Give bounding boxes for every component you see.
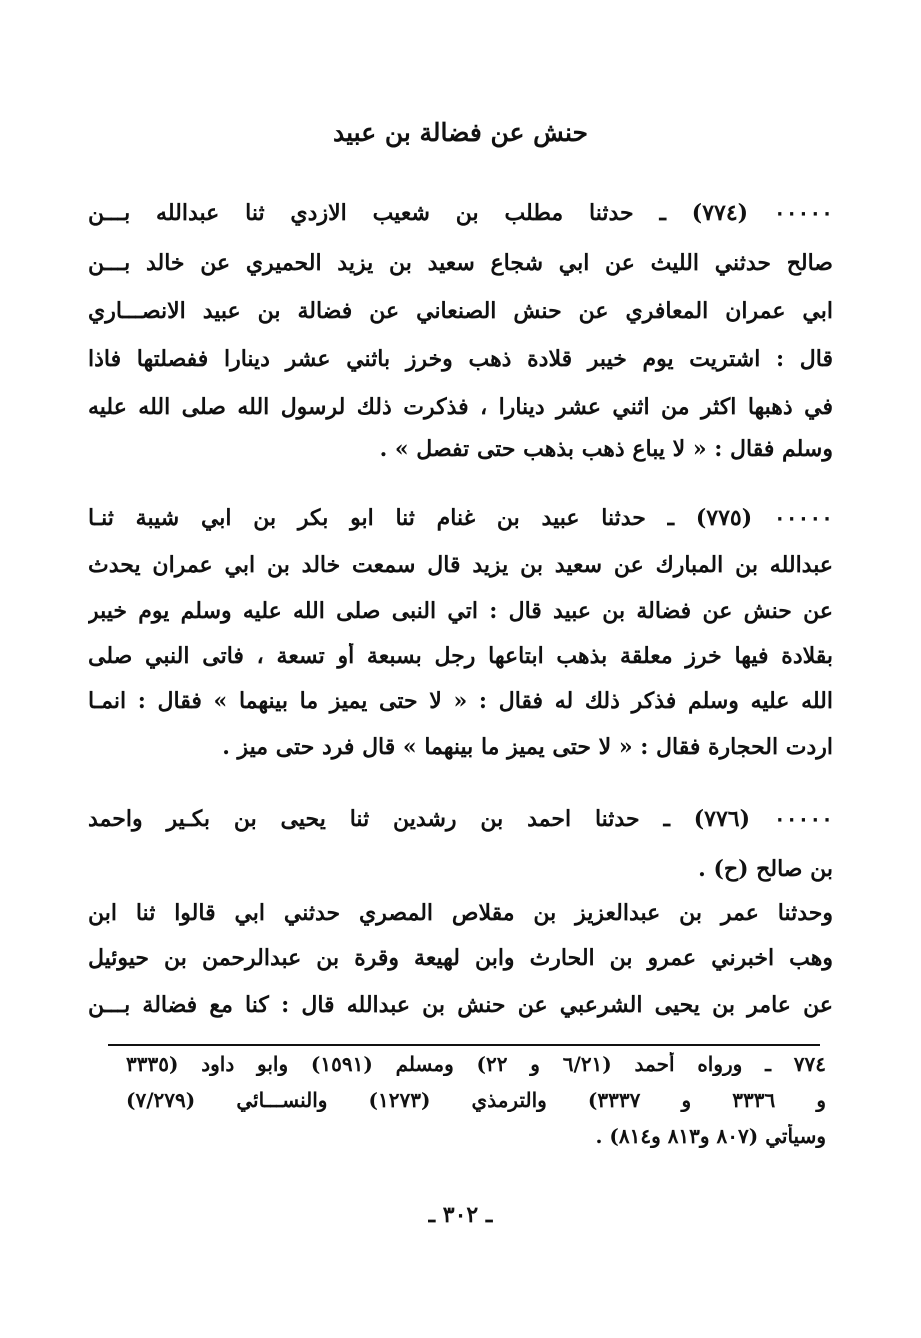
footnote-line-2: و ٣٣٣٦ و ٣٣٣٧) والترمذي (١٢٧٣) والنســـائي (٧/٢٧٩) <box>126 1088 826 1112</box>
hadith-776-line-1: ٠٠٠٠٠ (٧٧٦) ـ حدثنا احمد بن رشدين ثنا يحيى بن بكـير واحمد <box>88 806 833 832</box>
hadith-775-line-6: اردت الحجارة فقال : « لا حتى يميز ما بينهما » قال فرد حتى ميز . <box>222 734 833 760</box>
footnote-line-1: ٧٧٤ ـ ورواه أحمد (٦/٢١ و ٢٢) ومسلم (١٥٩١) وابو داود (٣٣٣٥ <box>126 1052 826 1076</box>
hadith-776-line-5: عن عامر بن يحيى الشرعبي عن حنش بن عبدالله قال : كنا مع فضالة بـــن <box>88 992 833 1018</box>
hadith-774-line-4: قال : اشتريت يوم خيبر قلادة ذهب وخرز باثني عشر دينارا ففصلتها فاذا <box>88 346 833 372</box>
hadith-776-line-3: وحدثنا عمر بن عبدالعزيز بن مقلاص المصري حدثني ابي قالوا ثنا ابن <box>88 900 833 926</box>
hadith-774-line-6: وسلم فقال : « لا يباع ذهب بذهب حتى تفصل » . <box>379 436 833 462</box>
footnote-divider <box>108 1044 820 1046</box>
page-number: ـ ٣٠٢ ـ <box>428 1202 493 1228</box>
hadith-774-line-3: ابي عمران المعافري عن حنش الصنعاني عن فضالة بن عبيد الانصـــاري <box>88 298 833 324</box>
footnote-line-3: وسيأتي (٨٠٧ و٨١٣ و٨١٤) . <box>595 1124 826 1148</box>
hadith-776-line-4: وهب اخبرني عمرو بن الحارث وابن لهيعة وقرة بن عبدالرحمن بن حيوئيل <box>88 945 833 971</box>
hadith-775-line-5: الله عليه وسلم فذكر ذلك له فقال : « لا حتى يميز ما بينهما » فقال : انمـا <box>88 688 833 714</box>
hadith-775-line-2: عبدالله بن المبارك عن سعيد بن يزيد قال سمعت خالد بن ابي عمران يحدث <box>88 552 833 578</box>
hadith-774-line-1: ٠٠٠٠٠ (٧٧٤) ـ حدثنا مطلب بن شعيب الازدي ثنا عبدالله بـــن <box>88 200 833 226</box>
hadith-774-line-2: صالح حدثني الليث عن ابي شجاع سعيد بن يزيد الحميري عن خالد بـــن <box>88 250 833 276</box>
section-title: حنش عن فضالة بن عبيد <box>332 118 589 147</box>
hadith-775-line-3: عن حنش عن فضالة بن عبيد قال : اتي النبى صلى الله عليه وسلم يوم خيبر <box>88 598 833 624</box>
hadith-774-line-5: في ذهبها اكثر من اثني عشر دينارا ، فذكرت ذلك لرسول الله صلى الله عليه <box>88 394 833 420</box>
hadith-775-line-1: ٠٠٠٠٠ (٧٧٥) ـ حدثنا عبيد بن غنام ثنا ابو بكر بن ابي شيبة ثنـا <box>88 505 833 531</box>
hadith-776-line-2: بن صالح (ح) . <box>698 856 833 882</box>
hadith-775-line-4: بقلادة فيها خرز معلقة بذهب ابتاعها رجل بسبعة أو تسعة ، فاتى النبي صلى <box>88 643 833 669</box>
